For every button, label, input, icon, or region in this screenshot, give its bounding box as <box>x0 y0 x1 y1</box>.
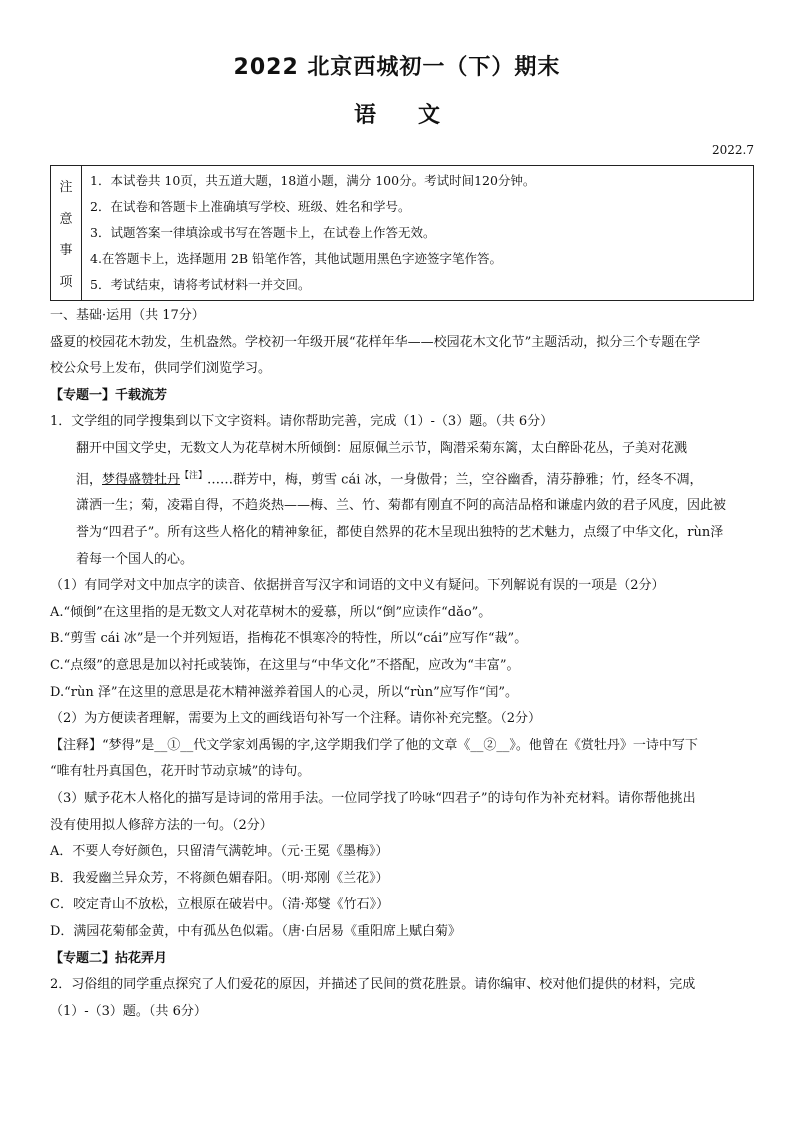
notice-label-char: 项 <box>59 274 73 290</box>
notice-label-char: 意 <box>59 211 73 227</box>
subquestion: （3）赋予花木人格化的描写是诗词的常用手法。一位同学找了吟咏“四君子”的诗句作为补充材料。请你帮他挑出 <box>50 791 696 807</box>
option-b: B.“剪雪 cái 冰”是一个并列短语，指梅花不惧寒冷的特性，所以“cái”应写作“裁”。 <box>50 631 528 647</box>
notice-item: 4.在答题卡上，选择题用 2B 铅笔作答，其他试题用黑色字迹签字笔作答。 <box>90 251 503 266</box>
option-d: D.“rùn 泽”在这里的意思是花木精神滋养着国人的心灵，所以“rùn”应写作“闰”。 <box>50 684 519 700</box>
question-2: （1）-（3）题。（共 6分） <box>50 1003 207 1019</box>
note-text: “唯有牡丹真国色，花开时节动京城”的诗句。 <box>50 764 311 780</box>
passage-line: 翻开中国文学史，无数文人为花草树木所倾倒：屈原佩兰示节，陶潜采菊东篱，太白醉卧花丛，子美对花溅 <box>76 440 688 456</box>
page-title: 2022 北京西城初一（下）期末 <box>233 55 561 80</box>
option-b: B．我爱幽兰异众芳，不将颜色媚春阳。（明·郑刚《兰花》） <box>50 870 389 886</box>
passage-text: 泪， <box>76 471 103 487</box>
passage-line: 着每一个国人的心。 <box>76 551 194 567</box>
subject-title: 语文 <box>353 103 482 128</box>
notice-label <box>51 166 82 300</box>
note-text: 【注释】“梦得”是__①__代文学家刘禹锡的字,这学期我们学了他的文章《__②__》。他曾在《赏牡丹》一诗中写下 <box>50 737 698 753</box>
notice-item: 2．在试卷和答题卡上准确填写学校、班级、姓名和学号。 <box>90 199 411 214</box>
passage-line: 誉为“四君子”。所有这些人格化的精神象征，都使自然界的花木呈现出独特的艺术魅力，点缀了中华文化，rùn泽 <box>76 525 724 541</box>
exam-content <box>50 303 756 1025</box>
notice-label-char: 事 <box>59 243 73 259</box>
intro-text: 校公众号上发布，供同学们浏览学习。 <box>50 361 272 377</box>
subquestion: （1）有同学对文中加点字的读音、依据拼音写汉字和词语的文中义有疑问。下列解说有误的一项是（2分） <box>50 578 665 594</box>
exam-date: 2022.7 <box>712 143 754 157</box>
topic-heading: 【专题一】千载流芳 <box>50 387 168 403</box>
notice-label-char: 注 <box>59 180 73 196</box>
option-d: D．满园花菊郁金黄，中有孤丛色似霜。（唐·白居易《重阳席上赋白菊》 <box>50 923 462 939</box>
subquestion: （2）为方便读者理解，需要为上文的画线语句补写一个注释。请你补充完整。（2分） <box>50 711 542 727</box>
passage-line: 潇洒一生；菊，凌霜自得，不趋炎热——梅、兰、竹、菊都有刚直不阿的高洁品格和谦虚内敛的君子风度，因此被 <box>76 498 727 514</box>
question-2: 2．习俗组的同学重点探究了人们爱花的原因，并描述了民间的赏花胜景。请你编审、校对他们提供的材料，完成 <box>50 977 696 993</box>
notice-item: 1．本试卷共 10页，共五道大题，18道小题，满分 100分。考试时间120分钟。 <box>90 173 536 188</box>
notice-item: 3．试题答案一律填涂或书写在答题卡上，在试卷上作答无效。 <box>90 225 436 240</box>
subquestion: 没有使用拟人修辞方法的一句。（2分） <box>50 817 273 833</box>
notice-item: 5．考试结束，请将考试材料一并交回。 <box>90 277 311 292</box>
intro-text: 盛夏的校园花木勃发，生机盎然。学校初一年级开展“花样年华——校园花木文化节”主题活动，拟分三个专题在学 <box>50 334 701 350</box>
underlined-sentence: 梦得盛赞牡丹 <box>102 471 181 487</box>
passage-text: ……群芳中，梅，剪雪 cái 冰，一身傲骨；兰，空谷幽香，清芬静雅；竹，经冬不凋， <box>207 471 703 487</box>
notice-box <box>50 165 754 301</box>
notice-items <box>82 166 753 300</box>
part-heading: 一、基础·运用（共 17分） <box>50 308 205 323</box>
note-marker: 【注】 <box>180 470 208 481</box>
option-a: A．不要人夸好颜色，只留清气满乾坤。（元·王冕《墨梅》） <box>50 844 389 860</box>
question-1: 1．文学组的同学搜集到以下文字资料。请你帮助完善，完成（1）-（3）题。（共 6分） <box>50 414 554 430</box>
topic-heading: 【专题二】拈花弄月 <box>50 950 168 966</box>
option-c: C.“点缀”的意思是加以衬托或装饰，在这里与“中华文化”不搭配，应改为“丰富”。 <box>50 658 520 674</box>
option-c: C．咬定青山不放松，立根原在破岩中。（清·郑燮《竹石》） <box>50 897 390 913</box>
passage-line <box>50 463 756 494</box>
option-a: A.“倾倒”在这里指的是无数文人对花草树木的爱慕，所以“倒”应读作“dǎo”。 <box>50 604 492 620</box>
